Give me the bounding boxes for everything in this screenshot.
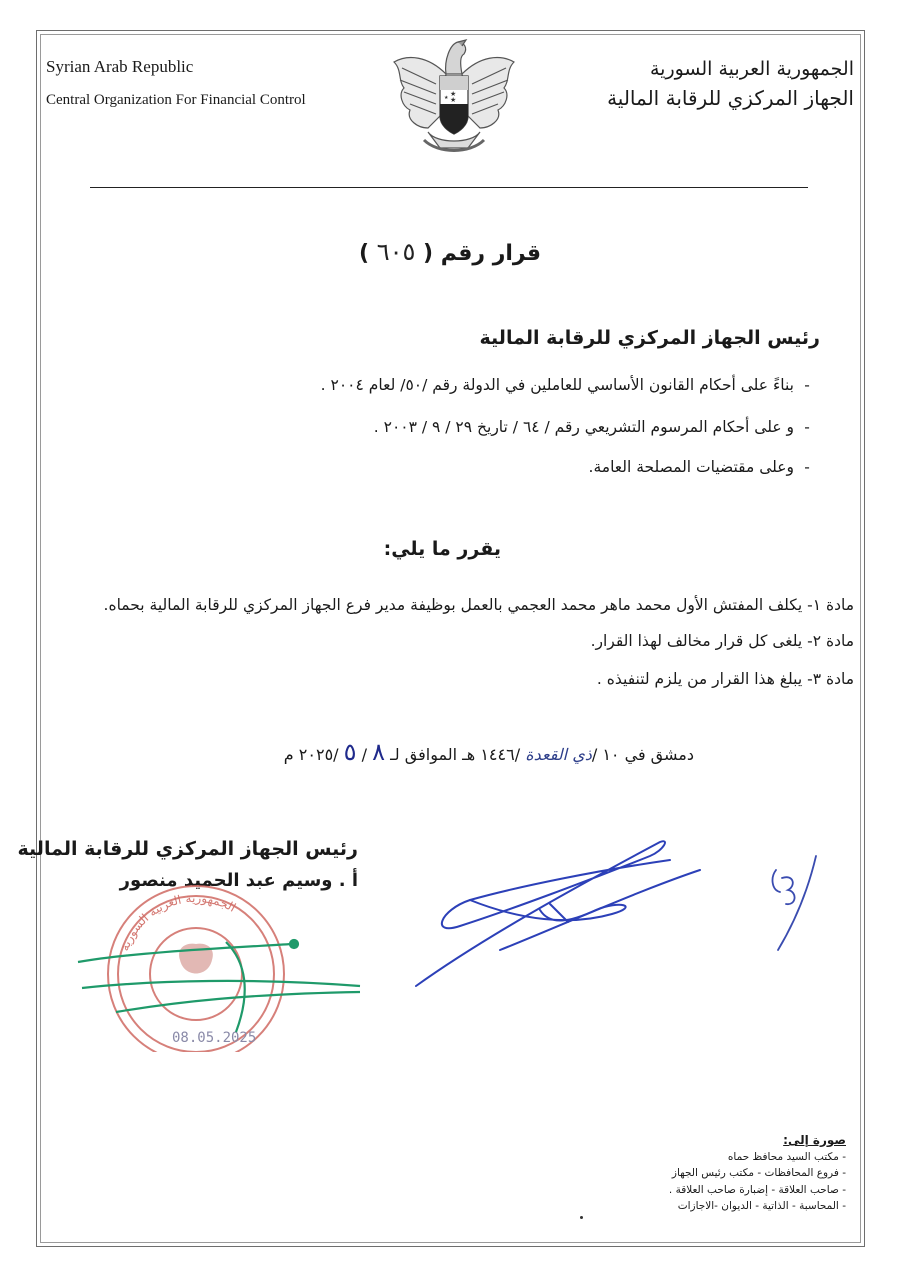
- copies-item: - مكتب السيد محافظ حماه: [669, 1149, 846, 1166]
- svg-text:★: ★: [450, 90, 457, 98]
- preamble-clause: -و على أحكام المرسوم التشريعي رقم / ٦٤ / تاريخ ٢٩ / ٩ / ٢٠٠٣ .: [373, 418, 810, 436]
- preamble-clause: -بناءً على أحكام القانون الأساسي للعاملين في الدولة رقم /٥٠/ لعام ٢٠٠٤ .: [320, 376, 810, 394]
- stamp-date: 08.05.2025: [172, 1030, 257, 1046]
- copies-item: - المحاسبة - الذاتية - الديوان -الاجازات: [669, 1198, 846, 1215]
- header-english-country: Syrian Arab Republic: [46, 57, 194, 76]
- handwritten-signature-icon: [400, 830, 720, 1004]
- decision-number-handwritten: ٦٠٥: [376, 238, 416, 266]
- decision-title: [340, 238, 560, 266]
- preamble-heading: رئيس الجهاز المركزي للرقابة المالية: [479, 327, 820, 349]
- copies-heading: صورة إلى:: [783, 1133, 846, 1147]
- decision-title-prefix: قرار رقم (: [423, 241, 542, 266]
- article-3: مادة ٣- يبلغ هذا القرار من يلزم لتنفيذه .: [596, 670, 854, 688]
- official-stamp-icon: [76, 882, 366, 1056]
- greg-day-handwritten: ٨: [372, 738, 386, 766]
- copies-list: [669, 1132, 846, 1215]
- header-divider: [90, 187, 808, 188]
- stamp-text: الجمهورية العربية السورية: [117, 890, 239, 953]
- handwritten-mark-icon: [760, 850, 830, 964]
- greg-month-handwritten: ٥: [343, 738, 357, 766]
- eagle-emblem-icon: [388, 36, 520, 168]
- ink-dot: [580, 1216, 583, 1219]
- copies-item: - فروع المحافظات - مكتب رئيس الجهاز: [669, 1165, 846, 1182]
- svg-text:★: ★: [450, 96, 457, 104]
- header-arabic-organization: الجهاز المركزي للرقابة المالية: [607, 86, 854, 110]
- hijri-day: ١٠: [602, 745, 620, 764]
- hijri-year: /١٤٤٦ هـ الموافق لـ: [390, 745, 521, 764]
- signatory-title: رئيس الجهاز المركزي للرقابة المالية: [17, 838, 358, 860]
- article-1: مادة ١- يكلف المفتش الأول محمد ماهر محمد العجمي بالعمل بوظيفة مدير فرع الجهاز المركزي للرقابة المالية بحماه.: [103, 596, 854, 614]
- header-english-organization: Central Organization For Financial Control: [46, 92, 306, 108]
- svg-text:الجمهورية العربية السورية: [117, 891, 238, 953]
- svg-text:★: ★: [444, 95, 449, 101]
- date-prefix: دمشق في: [624, 745, 694, 764]
- hijri-month-handwritten: ذي القعدة: [525, 745, 592, 764]
- article-2: مادة ٢- يلغى كل قرار مخالف لهذا القرار.: [590, 632, 854, 650]
- preamble-clause: -وعلى مقتضيات المصلحة العامة.: [588, 458, 810, 476]
- copies-item: - صاحب العلاقة - إضبارة صاحب العلاقة .: [669, 1182, 846, 1199]
- decision-title-suffix: ): [358, 241, 370, 266]
- header-arabic-country: الجمهورية العربية السورية: [649, 58, 854, 80]
- signatory-name: أ . وسيم عبد الحميد منصور: [119, 870, 358, 891]
- greg-year: /٢٠٢٥ م: [283, 745, 339, 764]
- decides-heading: يقرر ما يلي:: [383, 538, 501, 560]
- date-line: دمشق في ١٠ /ذي القعدة /١٤٤٦ هـ الموافق لـ ٨ / ٥ /٢٠٢٥ م: [283, 738, 694, 766]
